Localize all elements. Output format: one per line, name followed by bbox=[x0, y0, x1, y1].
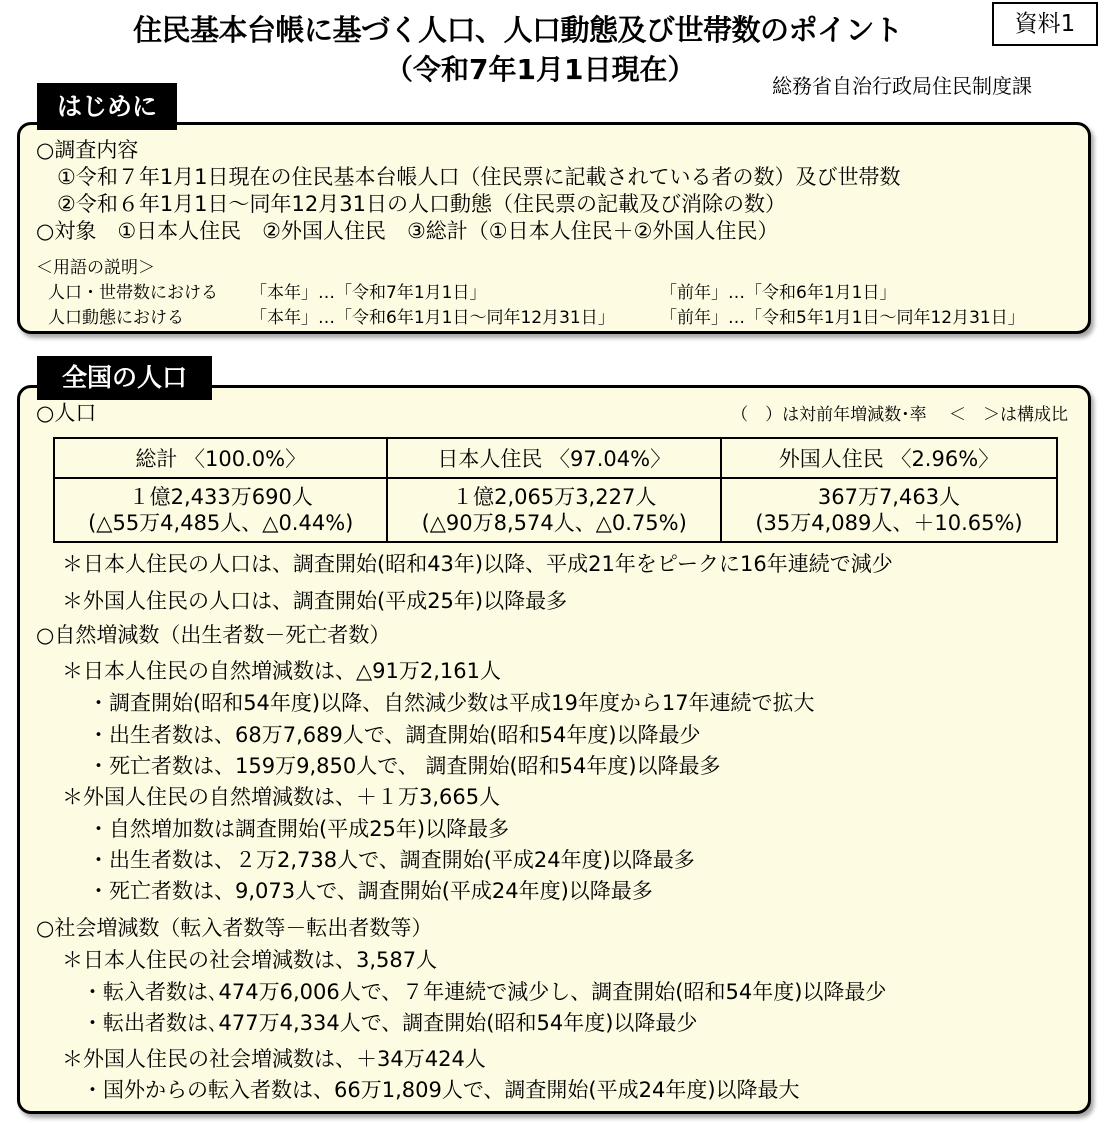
bullet-line: ・死亡者数は、159万9,850人で、 調査開始(昭和54年度)以降最多 bbox=[88, 754, 721, 778]
bullet-line: ・国外からの転入者数は、66万1,809人で、調査開始(平成24年度)以降最大 bbox=[82, 1078, 800, 1102]
value: １億2,065万3,227人 bbox=[452, 485, 657, 509]
survey-item-2: ②令和６年1月1日～同年12月31日の人口動態（住民票の記載及び消除の数） bbox=[36, 192, 786, 216]
bullet-line: ・転入者数は､474万6,006人で、７年連続で減少し、調査開始(昭和54年度)以降最少 bbox=[82, 980, 887, 1004]
change: (△55万4,485人、△0.44%) bbox=[88, 511, 354, 535]
note-line: ＊日本人住民の自然増減数は、△91万2,161人 bbox=[62, 659, 501, 683]
intro-section-tab: はじめに bbox=[37, 83, 177, 130]
note-line: ＊外国人住民の人口は、調査開始(平成25年)以降最多 bbox=[62, 589, 568, 613]
header-total: 総計 〈100.0%〉 bbox=[54, 438, 387, 478]
change: (35万4,089人、＋10.65%) bbox=[755, 511, 1023, 535]
table-header-row bbox=[54, 438, 1057, 478]
glossary-label: 人口動態における bbox=[48, 308, 184, 328]
header-japanese: 日本人住民 〈97.04%〉 bbox=[387, 438, 720, 478]
value: 367万7,463人 bbox=[817, 485, 961, 509]
population-heading: ○人口 bbox=[36, 401, 97, 425]
glossary-this-year: 「本年」…「令和6年1月1日～同年12月31日」 bbox=[250, 308, 615, 328]
change: (△90万8,574人、△0.75%) bbox=[421, 511, 687, 535]
note-line: ＊日本人住民の人口は、調査開始(昭和43年)以降、平成21年をピークに16年連続で減少 bbox=[62, 552, 893, 576]
page-title: 住民基本台帳に基づく人口、人口動態及び世帯数のポイント bbox=[133, 13, 903, 47]
header-foreign: 外国人住民 〈2.96%〉 bbox=[721, 438, 1057, 478]
value: １億2,433万690人 bbox=[128, 485, 313, 509]
survey-target: ○対象 ①日本人住民 ②外国人住民 ③総計（①日本人住民＋②外国人住民） bbox=[36, 219, 779, 243]
glossary-title: ＜用語の説明＞ bbox=[36, 258, 155, 278]
population-table bbox=[53, 437, 1058, 543]
note-line: ＊外国人住民の自然増減数は、＋１万3,665人 bbox=[62, 785, 501, 809]
page-subtitle: （令和7年1月1日現在） bbox=[385, 53, 696, 86]
survey-content-heading: ○調査内容 bbox=[36, 138, 139, 162]
bullet-line: ・死亡者数は、9,073人で、調査開始(平成24年度)以降最多 bbox=[88, 879, 653, 903]
cell-total bbox=[54, 478, 387, 542]
survey-item-1: ①令和７年1月1日現在の住民基本台帳人口（住民票に記載されている者の数）及び世帯数 bbox=[36, 165, 901, 189]
table-row bbox=[54, 478, 1057, 542]
glossary-last-year: 「前年」…「令和6年1月1日」 bbox=[660, 283, 897, 303]
bullet-line: ・転出者数は､477万4,334人で、調査開始(昭和54年度)以降最少 bbox=[82, 1011, 698, 1035]
social-change-heading: ○社会増減数（転入者数等－転出者数等） bbox=[36, 916, 433, 940]
bullet-line: ・出生者数は、68万7,689人で、調査開始(昭和54年度)以降最少 bbox=[88, 723, 701, 747]
natural-change-heading: ○自然増減数（出生者数－死亡者数） bbox=[36, 623, 391, 647]
cell-foreign bbox=[721, 478, 1057, 542]
national-section-tab: 全国の人口 bbox=[37, 356, 212, 400]
document-label: 資料1 bbox=[992, 2, 1098, 46]
note-line: ＊外国人住民の社会増減数は、＋34万424人 bbox=[62, 1047, 486, 1071]
cell-japanese bbox=[387, 478, 720, 542]
bullet-line: ・出生者数は、２万2,738人で、調査開始(平成24年度)以降最多 bbox=[88, 848, 695, 872]
department-name: 総務省自治行政局住民制度課 bbox=[772, 74, 1032, 98]
legend-note: （ ）は対前年増減数･率 ＜ ＞は構成比 bbox=[731, 405, 1068, 425]
glossary-this-year: 「本年」…「令和7年1月1日」 bbox=[250, 283, 487, 303]
bullet-line: ・自然増加数は調査開始(平成25年)以降最多 bbox=[88, 817, 510, 841]
note-line: ＊日本人住民の社会増減数は、3,587人 bbox=[62, 948, 438, 972]
bullet-line: ・調査開始(昭和54年度)以降、自然減少数は平成19年度から17年連続で拡大 bbox=[88, 691, 815, 715]
glossary-label: 人口・世帯数における bbox=[48, 283, 218, 303]
glossary-last-year: 「前年」…「令和5年1月1日～同年12月31日」 bbox=[660, 308, 1025, 328]
